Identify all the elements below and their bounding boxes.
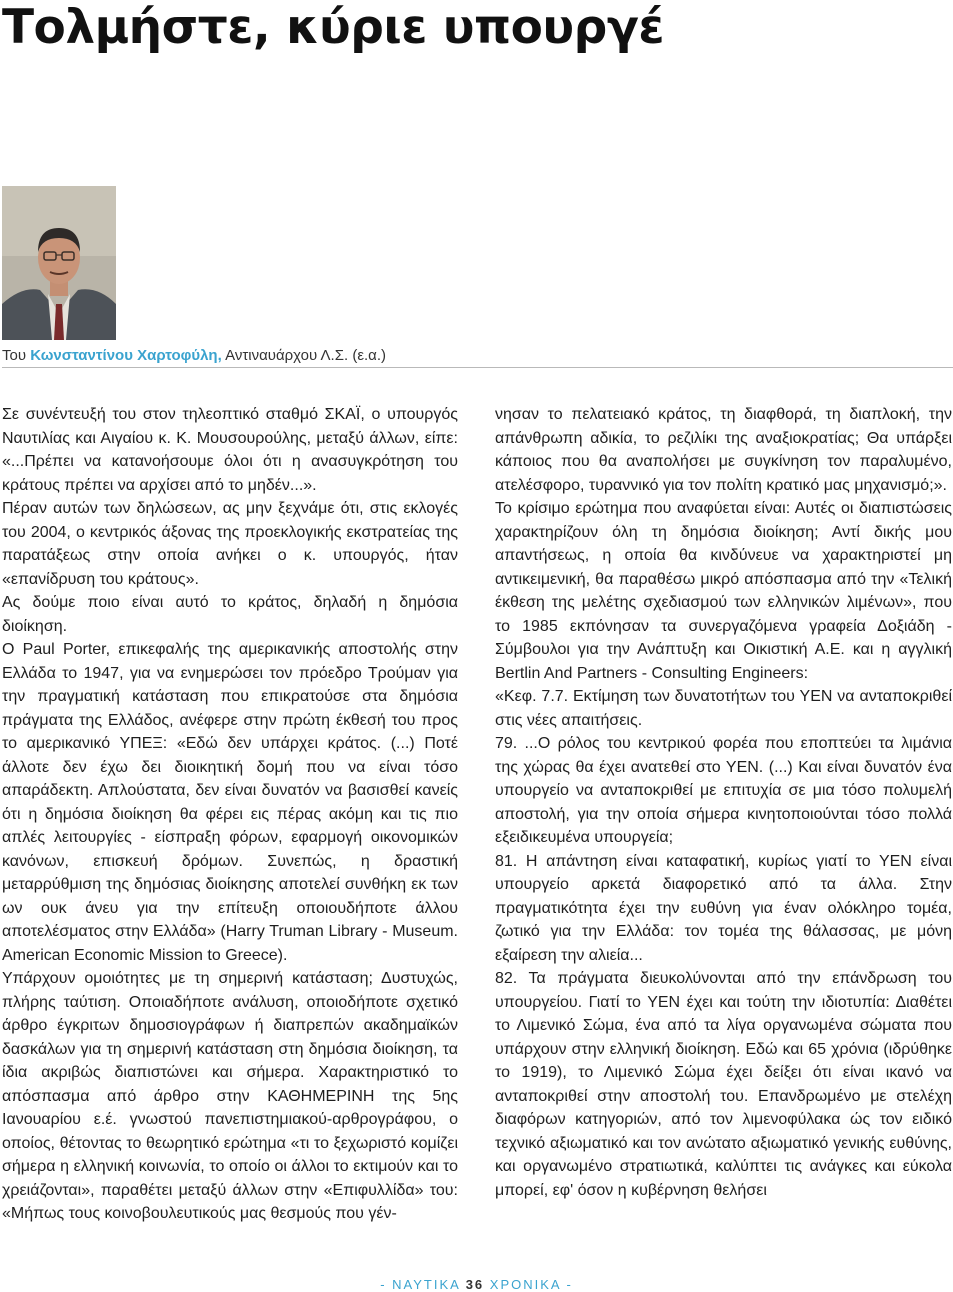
byline-prefix: Του	[2, 347, 31, 364]
paragraph: «Κεφ. 7.7. Εκτίμηση των δυνατοτήτων του ΥΕΝ να ανταποκριθεί στις νέες απαιτήσεις.	[495, 688, 952, 729]
page-footer	[0, 1278, 953, 1292]
paragraph: νησαν το πελατειακό κράτος, τη διαφθορά, τη διαπλοκή, την απάνθρωπη αδικία, το ρεζιλίκι της αναξιοκρατίας; Θα υπάρξει κάποιος που θα αναπολήσει με συγκίνηση τον παραλυμένο, ατελέσφορο, τυραννικό για τον πολίτη κρατικό μας μηχανισμό;».	[495, 406, 952, 494]
byline	[2, 347, 953, 365]
paragraph: Το κρίσιμο ερώτημα που αναφύεται είναι: Αυτές οι διαπιστώσεις χαρακτηρίζουν όλη τη δημόσια διοίκηση; Αντί δικής μου απαντήσεως, η οποία θα κινδύνευε να χαρακτηριστεί μη αντικειμενική, θα παραθέσω μικρό απόσπασμα από την «Τελική έκθεση της μελέτης σχεδιασμού των ελληνικών λιμένων», που το 1985 εκπόνησαν τα συνεργαζόμενα γραφεία Δοξιάδη - Σύμβουλοι για την Ανάπτυξη και Οικιστική Α.Ε. και η αγγλική Bertlin And Partners - Consulting Engineers:	[495, 500, 952, 682]
article-column-right	[495, 403, 952, 1202]
paragraph: Ας δούμε ποιο είναι αυτό το κράτος, δηλαδή η δημόσια διοίκηση.	[2, 594, 458, 635]
paragraph: Πέραν αυτών των δηλώσεων, ας μην ξεχνάμε ότι, στις εκλογές του 2004, ο κεντρικός άξονας της προεκλογικής εκστρατείας της παρατάξεως στην οποία ανήκει ο κ. υπουργός, ήταν «επανίδρυση του κράτους».	[2, 500, 458, 588]
paragraph: Ο Paul Porter, επικεφαλής της αμερικανικής αποστολής στην Ελλάδα το 1947, για να ενημερώσει τον πρόεδρο Τρούμαν για την πραγματική κατάσταση που επικρατούσε στα δημόσια πράγματα της Ελλάδος, ανέφερε στην πρώτη έκθεσή του προς το αμερικανικό ΥΠΕΞ: «Εδώ δεν υπάρχει κράτος. (...) Ποτέ άλλοτε δεν έχω δει διοικητική δομή που να είναι τόσο απαράδεκτη. Απλούστατα, δεν είναι δυνατόν να βασισθεί κανείς ότι η δημόσια διοίκηση θα φέρει εις πέρας ακόμη και τις πιο απλές λειτουργίες - είσπραξη φόρων, εφαρμογή οικονομικών κανόνων, επισκευή δρόμων. Συνεπώς, η δραστική μεταρρύθμιση της δημόσιας διοίκησης αποτελεί συνθήκη εκ των ων ουκ άνευ για την επίτευξη οποιουδήποτε άλλου αποτελέσματος στην Ελλάδα» (Harry Truman Library - Museum. American Economic Mission to Greece).	[2, 641, 458, 964]
page-number: 36	[465, 1277, 485, 1292]
paragraph: 82. Τα πράγματα διευκολύνονται από την επάνδρωση του υπουργείου. Γιατί το ΥΕΝ έχει και τούτη την ιδιοτυπία: Διαθέτει το Λιμενικό Σώμα, ένα από τα λίγα οργανωμένα σώματα που υπάρχουν στην ελληνική διοίκηση. Εδώ και 65 χρόνια (ιδρύθηκε το 1919), το Λιμενικό Σώμα έχει δείξει ότι είναι ικανό να ανταποκριθεί στην αποστολή του. Επανδρωμένο με στελέχη διαφόρων κατηγοριών, από τον λιμενοφύλακα ώς τον ειδικό τεχνικό αξιωματικό και τον ανώτατο αξιωματικό γενικής ευθύνης, και οργανωμένο στρατιωτικά, καλύπτει τις ανάγκες και εύκολα μπορεί, εφ' όσον η κυβέρνηση θελήσει	[495, 970, 952, 1199]
paragraph: Σε συνέντευξή του στον τηλεοπτικό σταθμό ΣΚΑΪ, ο υπουργός Ναυτιλίας και Αιγαίου κ. Κ. Μουσουρούλης, μεταξύ άλλων, είπε: «...Πρέπει να κατανοήσουμε όλοι ότι η ανασυγκρότηση του κράτους πρέπει να αρχίσει από το μηδέν...».	[2, 406, 458, 494]
article-column-left	[2, 403, 458, 1226]
author-photo	[2, 186, 116, 340]
author-rank: Αντιναυάρχου Λ.Σ. (ε.α.)	[221, 347, 387, 364]
author-name: Κωνσταντίνου Χαρτοφύλη,	[30, 347, 222, 364]
divider	[2, 367, 953, 368]
paragraph: 81. Η απάντηση είναι καταφατική, κυρίως γιατί το ΥΕΝ είναι υπουργείο αρκετά διαφορετικό από τα άλλα. Στην πραγματικότητα έχει την ευθύνη για έναν ολόκληρο τομέα, ζωτικό για την Ελλάδα: τον τομέα της θάλασσας, με μόνη εξαίρεση την αλιεία...	[495, 852, 952, 964]
paragraph: Υπάρχουν ομοιότητες με τη σημερινή κατάσταση; Δυστυχώς, πλήρης ταύτιση. Οποιαδήποτε ανάλυση, οποιοδήποτε σχετικό άρθρο έγκριτων δημοσιογράφων ή διαπρεπών ακαδημαϊκών δασκάλων για τη σημερινή κατάσταση στη δημόσια διοίκηση, τα ίδια ακριβώς διαπιστώνει και σήμερα. Χαρακτηριστικό το απόσπασμα από άρθρο στην ΚΑΘΗΜΕΡΙΝΗ της 5ης Ιανουαρίου ε.έ. γνωστού πανεπιστημιακού-αρθρογράφου, ο οποίος, θέτοντας το θεωρητικό ερώτημα «τι το ξεχωριστό κομίζει σήμερα η ελληνική κοινωνία, το οποίο οι άλλοι το εκτιμούν και το χρειάζονται», παραθέτει μεταξύ άλλων στην «Επιφυλλίδα» του: «Μήπως τους κοινοβουλευτικούς μας θεσμούς που γέν-	[2, 970, 458, 1222]
paragraph: 79. ...Ο ρόλος του κεντρικού φορέα που εποπτεύει τα λιμάνια της χώρας θα έχει ανατεθεί στο ΥΕΝ. (...) Και είναι δυνατόν ένα υπουργείο να ανταποκριθεί με επιτυχία σε μια τόσο πολυμελή αποστολή, για την οποία σήμερα κινητοποιούνται τόσο πολλά εξειδικευμένα υπουργεία;	[495, 735, 952, 846]
article-title: Τολμήστε, κύριε υπουργέ	[2, 0, 664, 55]
footer-right: ΧΡΟΝΙΚΑ -	[484, 1277, 573, 1292]
footer-left: - ΝΑΥΤΙΚΑ	[380, 1277, 466, 1292]
